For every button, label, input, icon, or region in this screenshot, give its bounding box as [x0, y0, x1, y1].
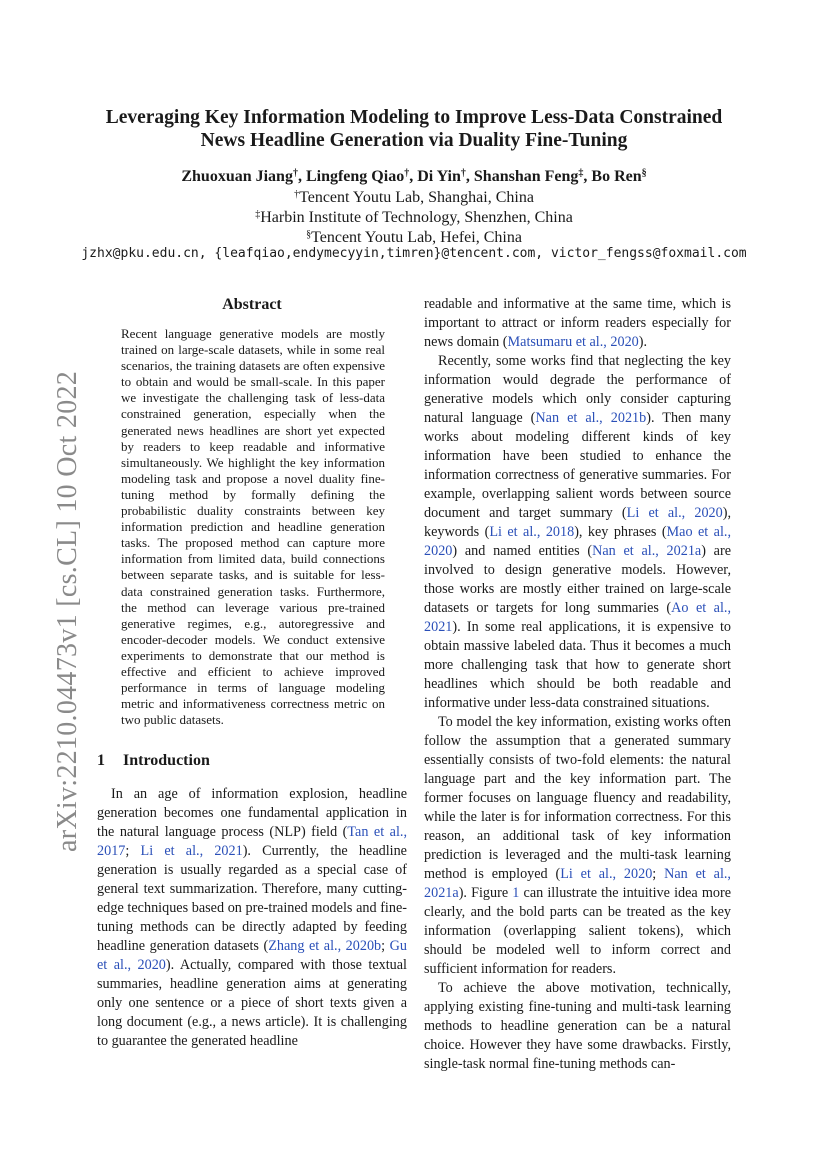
body-text: ). Actually, compared with those textual summaries, headline generation aims at generating only one sentence or a piece of short texts given a long document (e.g., a news article). It is challenging to guarantee the generated headline [97, 957, 407, 1050]
citation-link[interactable]: Gu et al., 2020 [97, 938, 407, 974]
affiliation-mark: § [306, 229, 312, 240]
author-affiliation-mark: ‡ [578, 168, 584, 179]
paper-title [70, 106, 758, 152]
author-affiliation-mark: † [292, 168, 298, 179]
affiliation-text: Harbin Institute of Technology, Shenzhen, China [260, 209, 573, 226]
citation-link[interactable]: Li et al., 2020 [560, 866, 653, 882]
author-affiliation-mark: § [641, 168, 647, 179]
author-name: Shanshan Feng [473, 168, 579, 185]
body-text: ). [638, 334, 648, 350]
author-separator: , [297, 168, 306, 185]
author-name: Di Yin [417, 168, 461, 185]
body-text: In an age of information explosion, headline generation becomes one fundamental application in the natural language process (NLP) field ( [97, 786, 407, 841]
citation-link[interactable]: Nan et al., 2021b [535, 410, 647, 426]
author-name: Lingfeng Qiao [305, 168, 405, 185]
body-text: can illustrate the intuitive idea more clearly, and the bold parts can be treated as the key information (overlapping salient tokens), which should be modeled well to inform correct and sufficient information for readers. [424, 885, 731, 977]
title-line-1: Leveraging Key Information Modeling to Improve Less-Data Constrained [105, 107, 723, 128]
body-text: ), key phrases ( [574, 524, 667, 540]
body-text: ; [125, 843, 141, 860]
abstract-text: Recent language generative models are mostly trained on large-scale datasets, while in some real scenarios, the training datasets are often expensive to obtain and would be small-scale. In this paper we investigate the challenging task of less-data constrained generation, especially when the generated news headlines are short yet expected by readers to keep readable and informative simultaneously. We highlight the key information modeling task and propose a novel duality fine-tuning method by formally defining the probabilistic duality constraints between key information prediction and headline generation tasks. The proposed method can capture more information from limited data, build connections between separate tasks, and is suitable for less-data constrained generation tasks. Furthermore, the method can leverage various pre-trained generative regimes, e.g., autoregressive and encoder-decoder models. We conduct extensive experiments to demonstrate that our method is effective and efficient to achieve improved performance in terms of language modeling metric and informativeness correctness metric on two public datasets. [121, 326, 385, 728]
right-column [424, 295, 731, 1074]
affiliation-line [70, 208, 758, 228]
arxiv-identifier-text: arXiv:2210.04473v1 [cs.CL] 10 Oct 2022 [52, 370, 83, 852]
section-title: Introduction [123, 752, 210, 770]
citation-link[interactable]: Mao et al., 2020 [424, 524, 731, 559]
title-line-2: News Headline Generation via Duality Fine-Tuning [200, 130, 628, 151]
body-text: Recently, some works find that neglecting the key information would degrade the performance of generative models which only consider capturing natural language ( [424, 353, 731, 426]
left-column [97, 294, 407, 1051]
citation-link[interactable]: Ao et al., 2021 [424, 600, 731, 635]
body-text: ; [381, 938, 390, 955]
section-number: 1 [97, 752, 105, 770]
author-emails: jzhx@pku.edu.cn, {leafqiao,endymecyyin,timren}@tencent.com, victor_fengss@foxmail.com [81, 246, 747, 261]
intro-paragraph-1 [97, 785, 407, 1051]
citation-link[interactable]: Li et al., 2020 [626, 505, 723, 521]
affiliation-text: Tencent Youtu Lab, Shanghai, China [299, 189, 534, 206]
body-text: ), keywords ( [424, 505, 732, 540]
body-text: ). Figure [458, 885, 513, 901]
body-text: ; [652, 866, 665, 882]
affiliation-list [70, 188, 758, 248]
citation-link[interactable]: Matsumaru et al., 2020 [507, 334, 639, 350]
citation-link[interactable]: Li et al., 2018 [489, 524, 575, 540]
body-text: ) and named entities ( [452, 543, 593, 559]
right-paragraph-1 [424, 295, 731, 352]
citation-link[interactable]: Zhang et al., 2020b [268, 938, 382, 955]
citation-link[interactable]: Li et al., 2021 [140, 843, 243, 860]
body-text: readable and informative at the same time, which is important to attract or inform readers especially for news domain ( [424, 296, 731, 350]
body-text: ) are involved to design generative models. However, those works are mostly either trained on large-scale datasets or targets for long summaries ( [424, 543, 732, 616]
author-affiliation-mark: † [460, 168, 466, 179]
section-heading-introduction [97, 750, 407, 772]
author-separator: , [409, 168, 418, 185]
affiliation-mark: † [294, 189, 300, 200]
citation-link[interactable]: Tan et al., 2017 [97, 824, 407, 860]
affiliation-text: Tencent Youtu Lab, Hefei, China [311, 229, 522, 246]
body-text: ). Currently, the headline generation is usually regarded as a special case of general text summarization. Therefore, many cutting-edge techniques based on pre-trained models and fine-tuning methods can be directly adapted by feeding headline generation datasets ( [97, 843, 407, 955]
author-name: Bo Ren [591, 168, 642, 185]
affiliation-line [70, 188, 758, 208]
right-paragraph-3 [424, 713, 731, 979]
right-paragraph-2 [424, 352, 731, 713]
body-text: ). In some real applications, it is expensive to obtain massive labeled data. Thus it becomes a much more challenging task that how to generate short headlines which should be both readable and informative under less-data constrained situations. [424, 619, 731, 711]
author-name: Zhuoxuan Jiang [181, 168, 293, 185]
affiliation-line [70, 228, 758, 248]
arxiv-identifier-stamp [18, 370, 83, 852]
right-paragraph-4 [424, 979, 731, 1074]
abstract-heading: Abstract [222, 296, 282, 313]
author-list [70, 167, 758, 187]
citation-link[interactable]: 1 [512, 885, 520, 901]
affiliation-mark: ‡ [255, 209, 261, 220]
body-text: ). Then many works about modeling different kinds of key information have been studied to enhance the information correctness of generative summaries. For example, overlapping salient words between source document and target summary ( [424, 410, 732, 521]
author-separator: , [583, 168, 592, 185]
author-separator: , [465, 168, 474, 185]
citation-link[interactable]: Nan et al., 2021a [424, 866, 731, 901]
body-text: To model the key information, existing works often follow the assumption that a generated summary essentially consists of two-fold elements: the natural language part and the key information part. The former focuses on language fluency and readability, while the later is for information correctness. For this reason, an additional task of key information prediction is leveraged and the multi-task learning method is employed ( [424, 714, 731, 882]
author-affiliation-mark: † [404, 168, 410, 179]
body-text: To achieve the above motivation, technically, applying existing fine-tuning and multi-task learning methods to headline generation can be a natural choice. However they have some drawbacks. Firstly, single-task normal fine-tuning methods can- [424, 980, 731, 1072]
citation-link[interactable]: Nan et al., 2021a [592, 543, 702, 559]
